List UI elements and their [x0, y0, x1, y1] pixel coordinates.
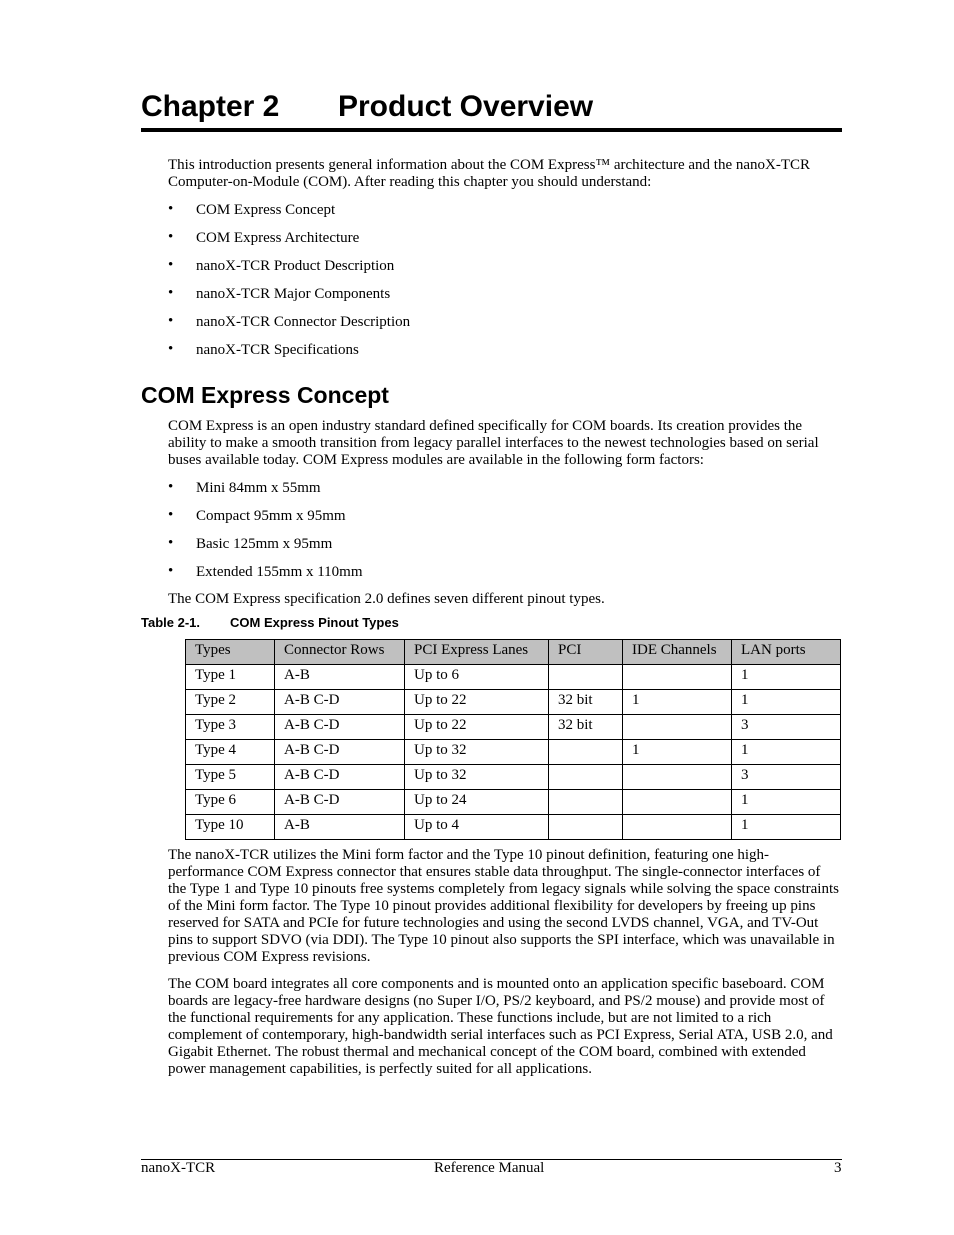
chapter-number: Chapter 2 [141, 90, 280, 123]
section-heading: COM Express Concept [141, 382, 389, 408]
table-cell: Type 6 [186, 790, 275, 815]
table-cell [623, 765, 732, 790]
footer-product: nanoX-TCR [141, 1160, 216, 1176]
list-item-text: nanoX-TCR Connector Description [196, 314, 411, 330]
bullet-icon: • [168, 563, 174, 579]
table-cell: Type 1 [186, 665, 275, 690]
list-item-text: Compact 95mm x 95mm [196, 508, 346, 524]
table-cell: Type 10 [186, 815, 275, 840]
table-cell: 3 [732, 765, 841, 790]
table-row [186, 715, 841, 740]
table-cell: Type 4 [186, 740, 275, 765]
table-cell: 1 [732, 665, 841, 690]
list-item [168, 230, 842, 258]
table-row [186, 815, 841, 840]
intro-bullet-list [168, 202, 842, 370]
list-item-text: nanoX-TCR Product Description [196, 258, 395, 274]
table-cell [623, 790, 732, 815]
table-cell [549, 765, 623, 790]
list-item-text: nanoX-TCR Specifications [196, 342, 359, 358]
table-cell: Up to 22 [405, 715, 549, 740]
table-cell: 1 [623, 740, 732, 765]
table-cell [549, 665, 623, 690]
bullet-icon: • [168, 257, 174, 273]
table-cell: 1 [623, 690, 732, 715]
table-caption-label: Table 2-1. [141, 615, 201, 630]
table-cell: 32 bit [549, 715, 623, 740]
table-cell: 1 [732, 740, 841, 765]
column-header: PCI [549, 640, 623, 665]
bullet-icon: • [168, 201, 174, 217]
bullet-icon: • [168, 229, 174, 245]
table-cell: A-B [275, 665, 405, 690]
table-cell: Type 5 [186, 765, 275, 790]
table-cell [549, 740, 623, 765]
table-cell: Type 2 [186, 690, 275, 715]
table-cell [549, 815, 623, 840]
list-item [168, 536, 842, 564]
page-number: 3 [834, 1160, 842, 1176]
table-cell: Up to 24 [405, 790, 549, 815]
table-cell [623, 815, 732, 840]
table-cell [623, 665, 732, 690]
list-item-text: Mini 84mm x 55mm [196, 480, 321, 496]
table-caption-title: COM Express Pinout Types [230, 615, 399, 630]
table-cell: A-B C-D [275, 765, 405, 790]
column-header: Types [186, 640, 275, 665]
table-cell: Type 3 [186, 715, 275, 740]
table-cell: Up to 4 [405, 815, 549, 840]
table-cell [623, 715, 732, 740]
list-item [168, 564, 842, 592]
bullet-icon: • [168, 535, 174, 551]
bullet-icon: • [168, 341, 174, 357]
list-item [168, 480, 842, 508]
table-cell: A-B C-D [275, 690, 405, 715]
table-cell: 1 [732, 815, 841, 840]
table-cell: Up to 22 [405, 690, 549, 715]
table-cell [549, 790, 623, 815]
nanox-pinout-paragraph: The nanoX-TCR utilizes the Mini form factor and the Type 10 pinout definition, featuring one high-performance COM Express connector that ensures stable data throughput. The single-connector interfaces of the Type 1 and Type 10 pinouts free systems completely from legacy signals while solving the space constraints of the Mini form factor. The Type 10 pinout provides additional flexibility for developers by freeing up pins reserved for SATA and PCIe for future technologies and using the second LVDS channel, VGA, and TV-Out pins to support SDVO (via DDI). The Type 10 pinout also supports the SPI interface, which was unavailable in previous COM Express revisions. [168, 847, 839, 965]
column-header: Connector Rows [275, 640, 405, 665]
list-item-text: COM Express Concept [196, 202, 336, 218]
table-row [186, 740, 841, 765]
list-item [168, 342, 842, 370]
table-cell: 3 [732, 715, 841, 740]
table-cell: Up to 6 [405, 665, 549, 690]
column-header: IDE Channels [623, 640, 732, 665]
table-caption [141, 614, 399, 632]
table-cell: A-B C-D [275, 740, 405, 765]
column-header: LAN ports [732, 640, 841, 665]
list-item [168, 202, 842, 230]
table-cell: A-B [275, 815, 405, 840]
table-cell: A-B C-D [275, 790, 405, 815]
bullet-icon: • [168, 285, 174, 301]
table-cell: 32 bit [549, 690, 623, 715]
footer-title: Reference Manual [434, 1160, 545, 1176]
chapter-rule [141, 128, 842, 132]
concept-paragraph: COM Express is an open industry standard defined specifically for COM boards. Its creation provides the ability to make a smooth transition from legacy parallel interfaces to the newest technologies based on serial buses available today. COM Express modules are available in the following form factors: [168, 418, 819, 468]
list-item [168, 508, 842, 536]
list-item-text: nanoX-TCR Major Components [196, 286, 391, 302]
table-cell: A-B C-D [275, 715, 405, 740]
list-item [168, 286, 842, 314]
pinout-intro-paragraph: The COM Express specification 2.0 defines seven different pinout types. [168, 591, 605, 607]
list-item-text: Basic 125mm x 95mm [196, 536, 333, 552]
list-item [168, 258, 842, 286]
table-cell: Up to 32 [405, 765, 549, 790]
bullet-icon: • [168, 507, 174, 523]
column-header: PCI Express Lanes [405, 640, 549, 665]
table-cell: Up to 32 [405, 740, 549, 765]
chapter-name: Product Overview [338, 90, 594, 123]
list-item-text: COM Express Architecture [196, 230, 360, 246]
intro-paragraph: This introduction presents general information about the COM Express™ architecture and the nanoX-TCR Computer-on-Module (COM). After reading this chapter you should understand: [168, 157, 811, 190]
pinout-table [185, 639, 841, 840]
table-row [186, 765, 841, 790]
com-board-paragraph: The COM board integrates all core components and is mounted onto an application specific baseboard. COM boards are legacy-free hardware designs (no Super I/O, PS/2 keyboard, and PS/2 mouse) and provide most of the functional requirements for any application. These functions include, but are not limited to a rich complement of contemporary, high-bandwidth serial interfaces such as PCI Express, Serial ATA, USB 2.0, and Gigabit Ethernet. The robust thermal and mechanical concept of the COM board, combined with extended power management capabilities, is perfectly suited for all applications. [168, 976, 833, 1077]
table-cell: 1 [732, 690, 841, 715]
table-row [186, 790, 841, 815]
table-cell: 1 [732, 790, 841, 815]
table-row [186, 665, 841, 690]
table-row [186, 690, 841, 715]
list-item-text: Extended 155mm x 110mm [196, 564, 363, 580]
form-factor-list [168, 480, 842, 592]
list-item [168, 314, 842, 342]
bullet-icon: • [168, 313, 174, 329]
bullet-icon: • [168, 479, 174, 495]
chapter-title [141, 88, 842, 126]
table-header-row [186, 640, 841, 665]
